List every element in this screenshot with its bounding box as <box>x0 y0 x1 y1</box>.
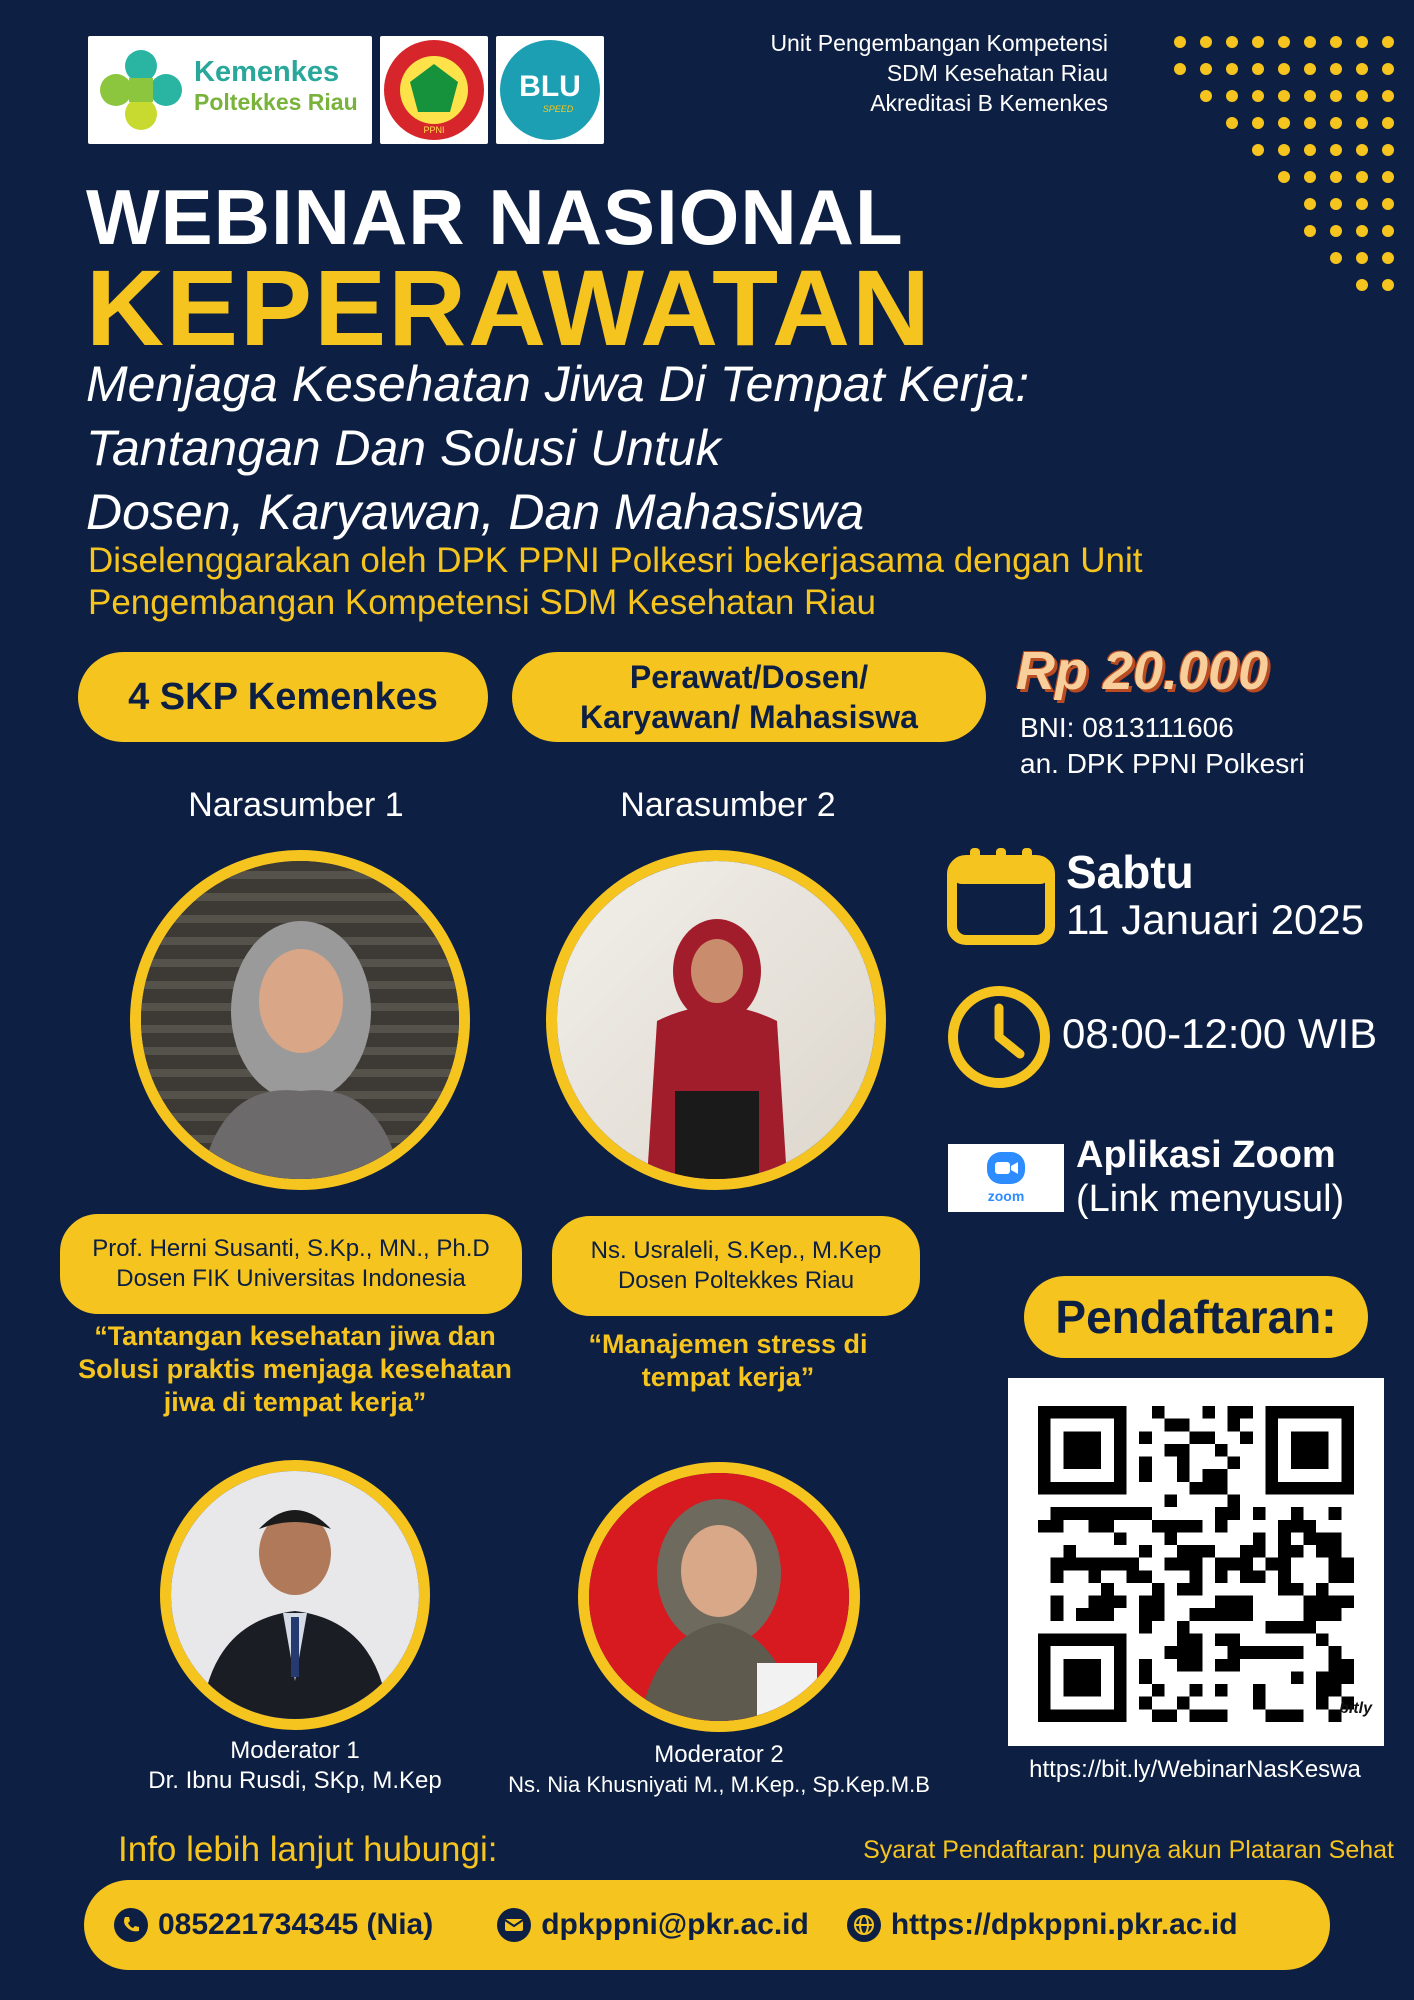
event-time: 08:00-12:00 WIB <box>1062 1010 1378 1057</box>
moderator-2-info <box>484 1740 954 1800</box>
unit-line-2: SDM Kesehatan Riau <box>886 60 1108 86</box>
dot-pattern-decoration <box>1112 30 1402 310</box>
ppni-logo <box>380 36 488 144</box>
bank-account: BNI: 0813111606 <box>1020 712 1234 743</box>
price: Rp 20.000 <box>1016 641 1269 701</box>
phone-number: 085221734345 (Nia) <box>158 1908 434 1941</box>
person-icon <box>589 1473 849 1721</box>
website-url: https://dpkppni.pkr.ac.id <box>890 1908 1238 1941</box>
participant-badge <box>512 652 986 742</box>
zoom-camera-icon <box>987 1152 1025 1184</box>
event-subtitle <box>86 352 1029 544</box>
contact-phone[interactable] <box>114 1908 433 1942</box>
blu-emblem-icon <box>496 36 604 144</box>
contact-bar <box>84 1880 1330 1970</box>
info-heading: Info lebih lanjut hubungi: <box>118 1830 498 1869</box>
moderator-1-photo <box>160 1460 430 1730</box>
speaker-1-topic <box>40 1320 550 1419</box>
moderator-2-photo <box>578 1462 860 1732</box>
speaker-1-role: Dosen FIK Universitas Indonesia <box>116 1265 466 1292</box>
topic-2-line-1: “Manajemen stress di <box>588 1329 868 1359</box>
speaker-2-photo <box>546 850 886 1190</box>
kemenkes-emblem-icon <box>96 46 186 134</box>
qr-brand: bitly <box>1339 1700 1372 1717</box>
topic-1-line-2: Solusi praktis menjaga kesehatan <box>78 1354 512 1384</box>
event-day: Sabtu <box>1066 846 1194 898</box>
unit-info <box>770 28 1108 118</box>
link-note: (Link menyusul) <box>1076 1178 1345 1220</box>
speaker-1-card <box>58 1212 524 1316</box>
contact-website[interactable] <box>847 1908 1238 1942</box>
organizer-line-1: Diselenggarakan oleh DPK PPNI Polkesri bekerjasama dengan Unit <box>88 541 1143 580</box>
event-date <box>1066 846 1364 942</box>
blu-logo <box>496 36 604 144</box>
moderator-1-name: Dr. Ibnu Rusdi, SKp, M.Kep <box>148 1767 442 1794</box>
organizer-text <box>88 540 1142 624</box>
speaker-2-role: Dosen Poltekkes Riau <box>617 1267 855 1294</box>
platform-name: Aplikasi Zoom <box>1076 1134 1336 1176</box>
ppni-sub: PPNI <box>423 125 445 135</box>
subtitle-line-1: Menjaga Kesehatan Jiwa Di Tempat Kerja: <box>86 356 1030 412</box>
person-icon <box>171 1471 419 1719</box>
zoom-logo <box>948 1144 1064 1212</box>
title-keperawatan: KEPERAWATAN <box>86 247 933 368</box>
poltekkes-name: Poltekkes Riau <box>194 89 358 116</box>
globe-icon <box>847 1908 881 1942</box>
subtitle-line-2: Tantangan Dan Solusi Untuk <box>86 420 721 476</box>
contact-email[interactable] <box>497 1908 809 1942</box>
qr-code-icon <box>1038 1406 1354 1722</box>
topic-1-line-3: jiwa di tempat kerja” <box>163 1387 427 1417</box>
account-name: an. DPK PPNI Polkesri <box>1020 748 1305 779</box>
participant-line-2: Karyawan/ Mahasiswa <box>580 699 918 735</box>
title-webinar: WEBINAR NASIONAL <box>86 173 904 261</box>
email-address: dpkppni@pkr.ac.id <box>541 1908 809 1941</box>
blu-text: BLU <box>519 70 581 103</box>
speaker-1-photo <box>130 850 470 1190</box>
topic-1-line-1: “Tantangan kesehatan jiwa dan <box>94 1321 496 1351</box>
bank-info <box>1020 710 1305 782</box>
unit-line-3: Akreditasi B Kemenkes <box>870 90 1108 116</box>
registration-label: Pendaftaran: <box>1024 1276 1368 1358</box>
kemenkes-logo <box>88 36 372 144</box>
registration-link[interactable]: https://bit.ly/WebinarNasKeswa <box>1029 1756 1361 1783</box>
phone-icon <box>114 1908 148 1942</box>
email-icon <box>497 1908 531 1942</box>
moderator-2-name: Ns. Nia Khusniyati M., M.Kep., Sp.Kep.M.B <box>508 1772 930 1797</box>
kemenkes-name: Kemenkes <box>194 56 340 88</box>
event-date-text: 11 Januari 2025 <box>1066 896 1365 943</box>
registration-qr-code[interactable] <box>1008 1378 1384 1746</box>
participant-line-1: Perawat/Dosen/ <box>629 659 869 695</box>
organizer-line-2: Pengembangan Kompetensi SDM Kesehatan Riau <box>88 583 876 622</box>
speaker-2-card <box>550 1214 922 1318</box>
moderator-1-label: Moderator 1 <box>230 1737 360 1764</box>
calendar-icon <box>946 846 1056 946</box>
subtitle-line-3: Dosen, Karyawan, Dan Mahasiswa <box>86 484 865 540</box>
person-icon <box>557 861 875 1179</box>
registration-requirement: Syarat Pendaftaran: punya akun Plataran Sehat <box>863 1836 1394 1864</box>
speaker-1-label: Narasumber 1 <box>188 786 404 824</box>
speaker-2-topic <box>548 1328 908 1394</box>
zoom-logo-text: zoom <box>987 1188 1025 1204</box>
clock-icon <box>946 984 1052 1090</box>
speaker-2-name: Ns. Usraleli, S.Kep., M.Kep <box>590 1237 882 1264</box>
person-icon <box>141 861 459 1179</box>
blu-sub: SPEED <box>542 104 574 114</box>
ppni-emblem-icon <box>380 36 488 144</box>
topic-2-line-2: tempat kerja” <box>641 1362 815 1392</box>
moderator-1-info <box>110 1736 480 1796</box>
unit-line-1: Unit Pengembangan Kompetensi <box>770 30 1108 56</box>
speaker-2-label: Narasumber 2 <box>620 786 836 824</box>
speaker-1-name: Prof. Herni Susanti, S.Kp., MN., Ph.D <box>92 1235 490 1262</box>
moderator-2-label: Moderator 2 <box>654 1741 784 1768</box>
platform-info <box>1076 1132 1344 1220</box>
skp-badge: 4 SKP Kemenkes <box>78 652 488 742</box>
